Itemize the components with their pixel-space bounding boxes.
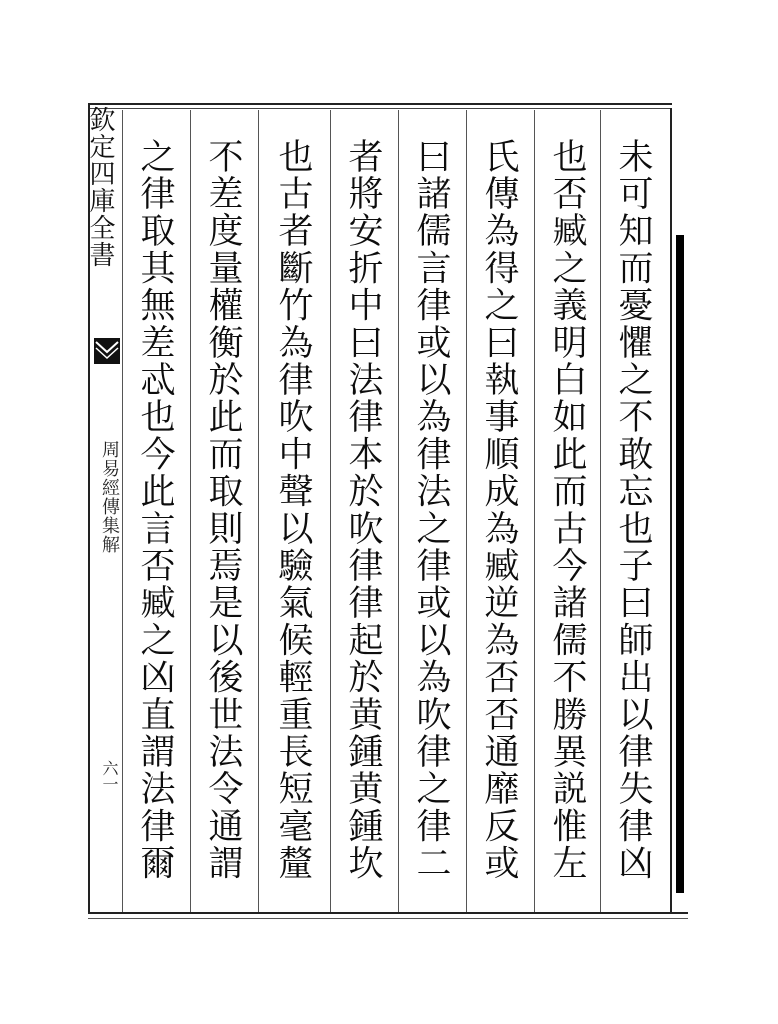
- frame-top-inner-rule: [88, 108, 672, 109]
- frame-right-rule: [670, 108, 672, 914]
- frame-top-rule: [88, 103, 672, 105]
- text-column-2: 也否臧之義明白如此而古今諸儒不勝異説惟左: [547, 138, 587, 882]
- book-title: 周易經傳集解: [99, 440, 120, 554]
- fish-tail-mark-icon: [92, 336, 122, 366]
- column-divider: [122, 110, 123, 912]
- column-divider: [330, 110, 331, 912]
- column-divider: [466, 110, 467, 912]
- text-column-7: 不差度量權衡於此而取則焉是以後世法令通謂: [203, 138, 243, 882]
- text-column-8: 之律取其無差忒也今此言否臧之凶直謂法律爾: [135, 138, 175, 882]
- text-column-4: 曰諸儒言律或以為律法之律或以為吹律之律二: [411, 138, 451, 882]
- column-divider: [600, 110, 601, 912]
- text-column-6: 也古者斷竹為律吹中聲以驗氣候輕重長短毫釐: [273, 138, 313, 882]
- text-column-1: 未可知而憂懼之不敢忘也子曰師出以律失律凶: [613, 138, 653, 882]
- binding-edge-bar: [676, 235, 684, 893]
- column-divider: [190, 110, 191, 912]
- frame-bottom-inner-rule: [88, 918, 688, 919]
- series-title: 欽定四庫全書: [85, 106, 115, 268]
- text-column-5: 者將安折中曰法律本於吹律律起於黄鍾黄鍾坎: [343, 138, 383, 882]
- column-divider: [398, 110, 399, 912]
- page-number: 六一: [100, 760, 119, 792]
- frame-bottom-rule: [88, 912, 688, 914]
- column-divider: [258, 110, 259, 912]
- column-divider: [534, 110, 535, 912]
- text-column-3: 氏傳為得之曰執事順成為臧逆為否否通靡反或: [479, 138, 519, 882]
